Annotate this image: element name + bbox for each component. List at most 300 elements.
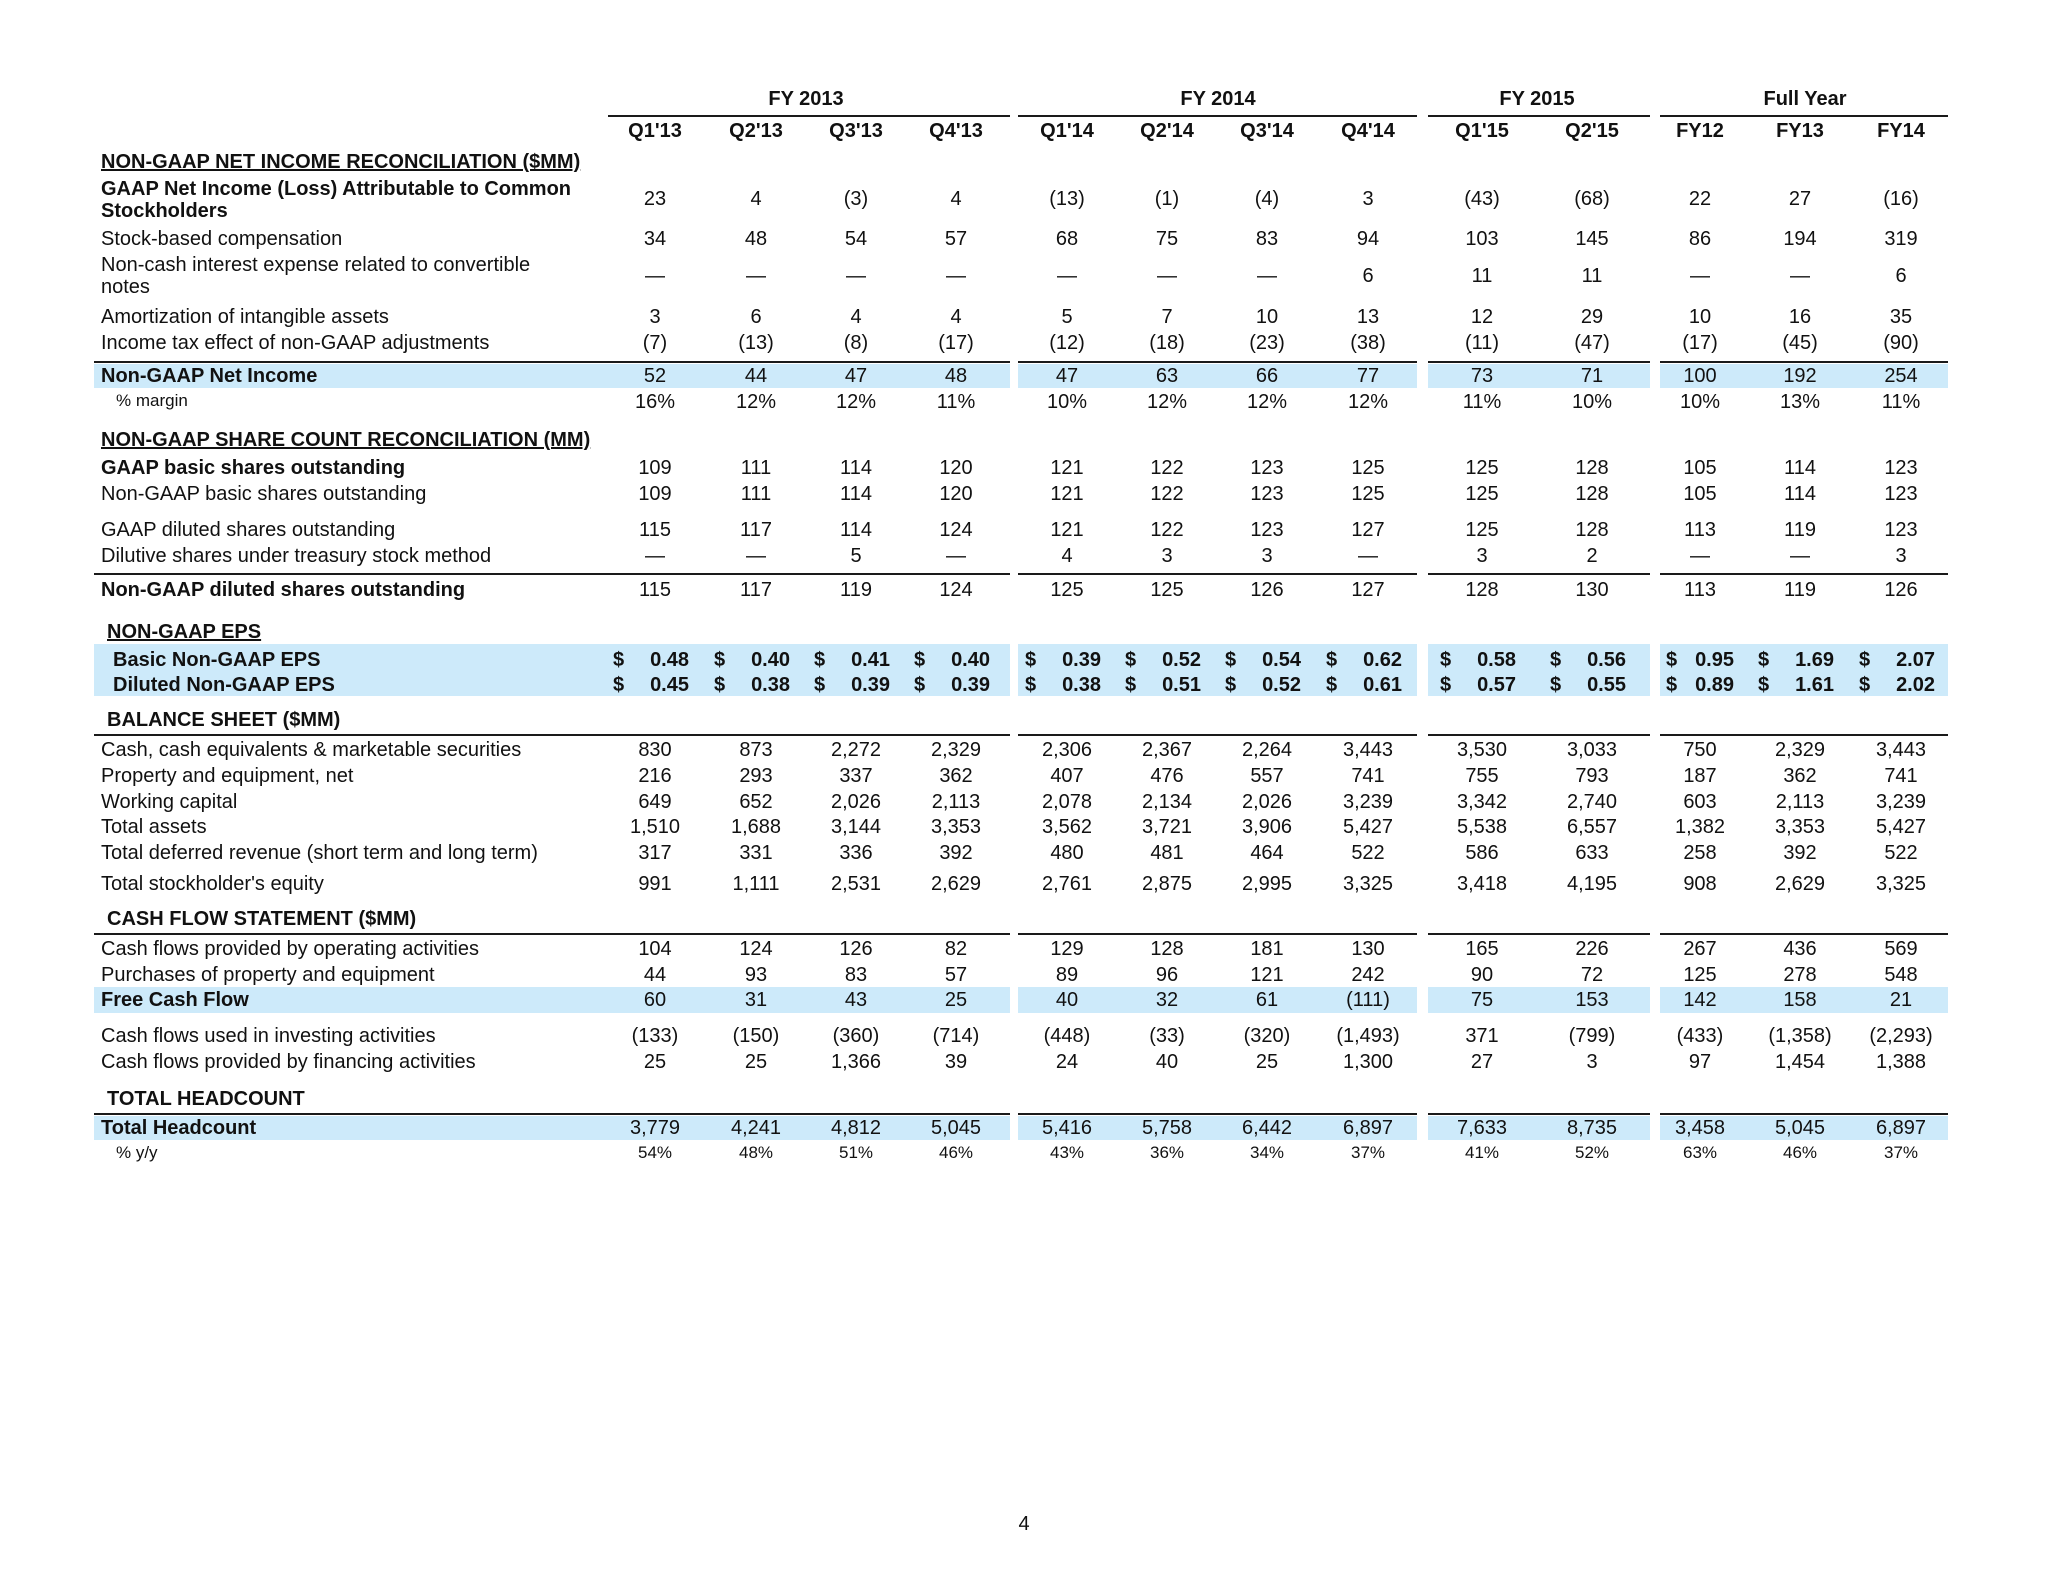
table-cell: (17) bbox=[938, 332, 974, 354]
divider-line bbox=[1660, 1113, 1948, 1115]
table-cell: 3,418 bbox=[1456, 873, 1508, 895]
table-cell: 5,045 bbox=[1774, 1117, 1826, 1139]
table-cell: (38) bbox=[1350, 332, 1386, 354]
table-cell: 3,353 bbox=[1774, 816, 1826, 838]
table-cell: 2,761 bbox=[1041, 873, 1093, 895]
currency-symbol: $ bbox=[914, 649, 926, 671]
table-cell: 25 bbox=[1255, 1051, 1279, 1073]
table-cell: 4,241 bbox=[730, 1117, 782, 1139]
table-cell: 3,239 bbox=[1342, 791, 1394, 813]
table-cell: 60 bbox=[643, 989, 667, 1011]
row-label: % margin bbox=[116, 391, 188, 410]
table-cell: 1.61 bbox=[1795, 674, 1834, 696]
table-cell: 128 bbox=[1150, 938, 1184, 960]
table-cell: 43 bbox=[844, 989, 868, 1011]
table-cell: (16) bbox=[1883, 188, 1919, 210]
table-cell: 2,026 bbox=[830, 791, 882, 813]
column-header: Q4'14 bbox=[1341, 120, 1395, 142]
column-group-header: FY 2015 bbox=[1499, 88, 1575, 110]
row-label: GAAP diluted shares outstanding bbox=[101, 519, 396, 541]
column-header: FY12 bbox=[1676, 120, 1724, 142]
table-cell: 21 bbox=[1889, 989, 1913, 1011]
table-cell: 3 bbox=[1161, 545, 1173, 567]
table-cell: 114 bbox=[840, 519, 872, 541]
table-cell: 2,113 bbox=[1775, 791, 1825, 813]
table-cell: 12% bbox=[1146, 391, 1188, 413]
table-cell: 0.62 bbox=[1363, 649, 1402, 671]
table-cell: 6,897 bbox=[1875, 1117, 1927, 1139]
table-cell: — bbox=[1157, 265, 1177, 287]
currency-symbol: $ bbox=[714, 674, 726, 696]
table-cell: 153 bbox=[1575, 989, 1609, 1011]
table-cell: 123 bbox=[1884, 483, 1918, 505]
table-cell: 27 bbox=[1470, 1051, 1494, 1073]
table-cell: 93 bbox=[744, 964, 768, 986]
table-cell: 105 bbox=[1683, 483, 1717, 505]
table-cell: 10 bbox=[1688, 306, 1712, 328]
table-cell: 4,195 bbox=[1566, 873, 1618, 895]
table-cell: 4 bbox=[850, 306, 862, 328]
table-cell: 187 bbox=[1683, 765, 1717, 787]
table-cell: (11) bbox=[1464, 332, 1500, 354]
table-cell: (47) bbox=[1574, 332, 1610, 354]
table-cell: 3 bbox=[1895, 545, 1907, 567]
currency-symbol: $ bbox=[1550, 674, 1562, 696]
table-cell: 3,144 bbox=[830, 816, 882, 838]
table-cell: 122 bbox=[1150, 519, 1184, 541]
table-cell: 48 bbox=[744, 228, 768, 250]
table-cell: 123 bbox=[1250, 519, 1284, 541]
table-cell: 586 bbox=[1465, 842, 1499, 864]
table-cell: 278 bbox=[1783, 964, 1817, 986]
table-cell: 12% bbox=[835, 391, 877, 413]
table-cell: 0.45 bbox=[650, 674, 689, 696]
table-cell: 476 bbox=[1150, 765, 1184, 787]
table-cell: (43) bbox=[1464, 188, 1500, 210]
table-cell: 2,026 bbox=[1241, 791, 1293, 813]
table-cell: 29 bbox=[1580, 306, 1604, 328]
table-cell: 2,995 bbox=[1241, 873, 1293, 895]
table-cell: 0.52 bbox=[1162, 649, 1201, 671]
divider-line bbox=[1428, 573, 1650, 575]
table-cell: 793 bbox=[1575, 765, 1609, 787]
table-cell: 32 bbox=[1155, 989, 1179, 1011]
column-header: Q2'15 bbox=[1565, 120, 1619, 142]
table-cell: 47 bbox=[844, 365, 868, 387]
table-cell: 35 bbox=[1889, 306, 1913, 328]
row-label: Cash flows used in investing activities bbox=[101, 1025, 436, 1047]
row-label: Basic Non-GAAP EPS bbox=[113, 649, 321, 671]
highlight-band bbox=[1428, 987, 1650, 1013]
table-cell: 127 bbox=[1351, 579, 1385, 601]
table-cell: 603 bbox=[1683, 791, 1717, 813]
table-cell: 392 bbox=[939, 842, 973, 864]
table-cell: 13 bbox=[1356, 306, 1380, 328]
table-cell: (1) bbox=[1154, 188, 1180, 210]
row-label: GAAP Net Income (Loss) Attributable to Common Stockholders bbox=[101, 178, 572, 222]
table-cell: (8) bbox=[843, 332, 869, 354]
table-cell: 44 bbox=[643, 964, 667, 986]
table-cell: (13) bbox=[738, 332, 774, 354]
table-cell: 2,367 bbox=[1141, 739, 1193, 761]
table-cell: 114 bbox=[1784, 483, 1816, 505]
table-cell: 83 bbox=[1255, 228, 1279, 250]
table-cell: 0.48 bbox=[650, 649, 689, 671]
table-cell: 1,388 bbox=[1875, 1051, 1927, 1073]
table-cell: 12% bbox=[1246, 391, 1288, 413]
table-cell: (1,493) bbox=[1336, 1025, 1400, 1047]
table-cell: (360) bbox=[832, 1025, 880, 1047]
table-cell: 0.51 bbox=[1162, 674, 1201, 696]
table-cell: 569 bbox=[1884, 938, 1918, 960]
table-cell: 94 bbox=[1356, 228, 1380, 250]
row-label: GAAP basic shares outstanding bbox=[101, 457, 406, 479]
currency-symbol: $ bbox=[1125, 674, 1137, 696]
table-cell: 109 bbox=[638, 457, 672, 479]
row-label: Dilutive shares under treasury stock method bbox=[101, 545, 492, 567]
table-cell: 130 bbox=[1575, 579, 1609, 601]
table-cell: 57 bbox=[944, 228, 968, 250]
table-cell: 123 bbox=[1884, 457, 1918, 479]
table-cell: 125 bbox=[1351, 483, 1385, 505]
table-cell: 254 bbox=[1884, 365, 1918, 387]
column-header: Q4'13 bbox=[929, 120, 983, 142]
table-cell: 522 bbox=[1351, 842, 1385, 864]
table-cell: — bbox=[645, 545, 665, 567]
table-cell: 8,735 bbox=[1566, 1117, 1618, 1139]
table-cell: (68) bbox=[1574, 188, 1610, 210]
table-cell: 1,454 bbox=[1774, 1051, 1826, 1073]
divider-line bbox=[94, 573, 1010, 575]
table-cell: 0.38 bbox=[751, 674, 790, 696]
table-cell: (448) bbox=[1043, 1025, 1091, 1047]
table-cell: 1,688 bbox=[730, 816, 782, 838]
currency-symbol: $ bbox=[1225, 649, 1237, 671]
table-cell: 5,045 bbox=[930, 1117, 982, 1139]
table-cell: 3,353 bbox=[930, 816, 982, 838]
table-cell: 2 bbox=[1586, 545, 1598, 567]
table-cell: 2,306 bbox=[1041, 739, 1093, 761]
table-cell: (23) bbox=[1249, 332, 1285, 354]
table-cell: 194 bbox=[1783, 228, 1817, 250]
table-cell: 4,812 bbox=[830, 1117, 882, 1139]
table-cell: 5,538 bbox=[1456, 816, 1508, 838]
table-cell: (133) bbox=[631, 1025, 679, 1047]
table-cell: 24 bbox=[1055, 1051, 1079, 1073]
table-cell: 3 bbox=[649, 306, 661, 328]
table-cell: — bbox=[1257, 265, 1277, 287]
table-cell: 77 bbox=[1356, 365, 1380, 387]
table-cell: 5,416 bbox=[1041, 1117, 1093, 1139]
currency-symbol: $ bbox=[1125, 649, 1137, 671]
table-cell: (4) bbox=[1254, 188, 1280, 210]
table-cell: 991 bbox=[638, 873, 672, 895]
table-cell: 10 bbox=[1255, 306, 1279, 328]
table-cell: 2,329 bbox=[1774, 739, 1826, 761]
table-cell: 126 bbox=[1884, 579, 1918, 601]
divider-line bbox=[1660, 933, 1948, 935]
table-cell: 436 bbox=[1783, 938, 1817, 960]
table-cell: 317 bbox=[638, 842, 672, 864]
table-cell: 96 bbox=[1155, 964, 1179, 986]
table-cell: 5 bbox=[850, 545, 862, 567]
currency-symbol: $ bbox=[1758, 674, 1770, 696]
section-title: NON-GAAP SHARE COUNT RECONCILIATION (MM) bbox=[101, 429, 591, 451]
table-cell: 3 bbox=[1586, 1051, 1598, 1073]
table-cell: 4 bbox=[950, 188, 962, 210]
divider-line bbox=[1428, 734, 1650, 736]
table-cell: 113 bbox=[1684, 519, 1716, 541]
table-cell: 119 bbox=[1784, 519, 1816, 541]
column-header: FY13 bbox=[1776, 120, 1824, 142]
table-cell: (111) bbox=[1346, 989, 1390, 1011]
table-cell: 34% bbox=[1249, 1143, 1285, 1162]
table-cell: (90) bbox=[1883, 332, 1919, 354]
table-cell: 54% bbox=[637, 1143, 673, 1162]
table-cell: 12% bbox=[1347, 391, 1389, 413]
table-cell: 873 bbox=[739, 739, 773, 761]
table-cell: 2.02 bbox=[1896, 674, 1935, 696]
row-label: Stock-based compensation bbox=[101, 228, 343, 250]
table-cell: 2,329 bbox=[930, 739, 982, 761]
row-label: Free Cash Flow bbox=[101, 989, 249, 1011]
table-cell: 25 bbox=[944, 989, 968, 1011]
table-cell: 75 bbox=[1470, 989, 1494, 1011]
table-cell: 66 bbox=[1255, 365, 1279, 387]
table-cell: 1,366 bbox=[830, 1051, 882, 1073]
table-cell: 0.39 bbox=[951, 674, 990, 696]
divider-line bbox=[1660, 115, 1948, 117]
table-cell: 121 bbox=[1250, 964, 1284, 986]
table-cell: 5 bbox=[1061, 306, 1073, 328]
table-cell: 125 bbox=[1351, 457, 1385, 479]
table-cell: 10% bbox=[1679, 391, 1721, 413]
table-cell: 6,897 bbox=[1342, 1117, 1394, 1139]
section-title: NON-GAAP NET INCOME RECONCILIATION ($MM) bbox=[101, 151, 581, 173]
table-cell: 755 bbox=[1465, 765, 1499, 787]
table-cell: 27 bbox=[1788, 188, 1812, 210]
row-label: Total Headcount bbox=[101, 1117, 257, 1139]
table-cell: 40 bbox=[1155, 1051, 1179, 1073]
column-header: Q1'13 bbox=[628, 120, 682, 142]
table-cell: 165 bbox=[1465, 938, 1499, 960]
section-title: CASH FLOW STATEMENT ($MM) bbox=[107, 908, 417, 930]
currency-symbol: $ bbox=[1326, 649, 1338, 671]
table-cell: 47 bbox=[1055, 365, 1079, 387]
table-cell: 1,300 bbox=[1342, 1051, 1394, 1073]
table-cell: 3,443 bbox=[1875, 739, 1927, 761]
table-cell: 0.40 bbox=[751, 649, 790, 671]
column-header: Q2'13 bbox=[729, 120, 783, 142]
row-label: Cash flows provided by operating activities bbox=[101, 938, 479, 960]
table-cell: 51% bbox=[838, 1143, 874, 1162]
table-cell: 3 bbox=[1476, 545, 1488, 567]
table-cell: 181 bbox=[1250, 938, 1284, 960]
table-cell: 11 bbox=[1581, 265, 1603, 287]
table-cell: 633 bbox=[1575, 842, 1609, 864]
table-cell: 128 bbox=[1465, 579, 1499, 601]
divider-line bbox=[1018, 573, 1417, 575]
table-cell: 258 bbox=[1683, 842, 1717, 864]
table-cell: 52 bbox=[643, 365, 667, 387]
table-cell: 649 bbox=[638, 791, 672, 813]
table-cell: 119 bbox=[840, 579, 872, 601]
divider-line bbox=[1428, 361, 1650, 363]
table-cell: (2,293) bbox=[1869, 1025, 1933, 1047]
table-cell: 3,458 bbox=[1674, 1117, 1726, 1139]
table-cell: 830 bbox=[638, 739, 672, 761]
table-cell: 4 bbox=[1061, 545, 1073, 567]
table-cell: 0.38 bbox=[1062, 674, 1101, 696]
table-cell: 129 bbox=[1050, 938, 1084, 960]
table-cell: 407 bbox=[1050, 765, 1084, 787]
table-cell: 126 bbox=[1250, 579, 1284, 601]
table-cell: 37% bbox=[1883, 1143, 1919, 1162]
table-cell: (17) bbox=[1682, 332, 1718, 354]
column-header: Q2'14 bbox=[1140, 120, 1194, 142]
table-cell: 97 bbox=[1688, 1051, 1712, 1073]
table-cell: 103 bbox=[1465, 228, 1499, 250]
table-cell: 0.52 bbox=[1262, 674, 1301, 696]
table-cell: 0.57 bbox=[1477, 674, 1516, 696]
row-label: Non-GAAP diluted shares outstanding bbox=[101, 579, 466, 601]
table-cell: 1,382 bbox=[1674, 816, 1726, 838]
row-label: Property and equipment, net bbox=[101, 765, 354, 787]
table-cell: 2,272 bbox=[830, 739, 882, 761]
table-cell: 124 bbox=[739, 938, 773, 960]
table-cell: 3,033 bbox=[1566, 739, 1618, 761]
column-header: Q3'13 bbox=[829, 120, 883, 142]
table-cell: 100 bbox=[1683, 365, 1717, 387]
currency-symbol: $ bbox=[1025, 674, 1037, 696]
currency-symbol: $ bbox=[814, 649, 826, 671]
table-cell: 1,510 bbox=[629, 816, 681, 838]
table-cell: 2,875 bbox=[1141, 873, 1193, 895]
table-cell: 522 bbox=[1884, 842, 1918, 864]
table-cell: 2,531 bbox=[830, 873, 882, 895]
divider-line bbox=[1018, 734, 1417, 736]
table-cell: 11 bbox=[1471, 265, 1493, 287]
table-cell: 2,629 bbox=[930, 873, 982, 895]
table-cell: 1.69 bbox=[1795, 649, 1834, 671]
table-cell: 3,779 bbox=[629, 1117, 681, 1139]
table-cell: 121 bbox=[1050, 519, 1084, 541]
column-header: Q1'15 bbox=[1455, 120, 1509, 142]
currency-symbol: $ bbox=[714, 649, 726, 671]
currency-symbol: $ bbox=[1666, 649, 1678, 671]
column-header: Q3'14 bbox=[1240, 120, 1294, 142]
table-cell: 6 bbox=[1362, 265, 1374, 287]
table-cell: 319 bbox=[1884, 228, 1918, 250]
table-cell: 72 bbox=[1580, 964, 1604, 986]
table-cell: 48 bbox=[944, 365, 968, 387]
table-cell: — bbox=[946, 265, 966, 287]
table-cell: — bbox=[1358, 545, 1378, 567]
table-cell: 362 bbox=[1783, 765, 1817, 787]
currency-symbol: $ bbox=[914, 674, 926, 696]
table-cell: 123 bbox=[1250, 483, 1284, 505]
table-cell: 128 bbox=[1575, 457, 1609, 479]
table-cell: 86 bbox=[1688, 228, 1712, 250]
table-cell: 90 bbox=[1470, 964, 1494, 986]
table-cell: 12 bbox=[1470, 306, 1494, 328]
row-label: Total deferred revenue (short term and long term) bbox=[101, 842, 538, 864]
table-cell: 11% bbox=[1881, 391, 1921, 413]
section-title: NON-GAAP EPS bbox=[107, 621, 262, 643]
table-cell: 13% bbox=[1779, 391, 1821, 413]
table-cell: 54 bbox=[844, 228, 868, 250]
table-cell: (33) bbox=[1149, 1025, 1185, 1047]
row-label: Income tax effect of non-GAAP adjustments bbox=[101, 332, 490, 354]
table-cell: 0.55 bbox=[1587, 674, 1626, 696]
table-cell: 6,442 bbox=[1241, 1117, 1293, 1139]
table-cell: 89 bbox=[1055, 964, 1079, 986]
divider-line bbox=[1018, 1113, 1417, 1115]
table-cell: 125 bbox=[1050, 579, 1084, 601]
table-cell: 125 bbox=[1465, 483, 1499, 505]
table-cell: 114 bbox=[840, 457, 872, 479]
table-cell: 105 bbox=[1683, 457, 1717, 479]
table-cell: 5,427 bbox=[1342, 816, 1394, 838]
table-cell: 0.54 bbox=[1262, 649, 1301, 671]
table-cell: 362 bbox=[939, 765, 973, 787]
table-cell: 226 bbox=[1575, 938, 1609, 960]
table-cell: 0.39 bbox=[851, 674, 890, 696]
table-cell: 109 bbox=[638, 483, 672, 505]
table-cell: 548 bbox=[1884, 964, 1918, 986]
currency-symbol: $ bbox=[613, 674, 625, 696]
table-cell: 128 bbox=[1575, 483, 1609, 505]
table-cell: 121 bbox=[1050, 483, 1084, 505]
table-cell: 12% bbox=[735, 391, 777, 413]
table-cell: 741 bbox=[1884, 765, 1918, 787]
table-cell: 34 bbox=[643, 228, 667, 250]
table-cell: 40 bbox=[1055, 989, 1079, 1011]
table-cell: 125 bbox=[1465, 519, 1499, 541]
table-cell: 293 bbox=[739, 765, 773, 787]
divider-line bbox=[1018, 933, 1417, 935]
table-cell: 117 bbox=[740, 579, 772, 601]
table-cell: 3,325 bbox=[1875, 873, 1927, 895]
table-cell: 125 bbox=[1465, 457, 1499, 479]
table-cell: 3,239 bbox=[1875, 791, 1927, 813]
table-cell: 480 bbox=[1050, 842, 1084, 864]
table-cell: 3,906 bbox=[1241, 816, 1293, 838]
table-cell: 46% bbox=[938, 1143, 974, 1162]
table-cell: 128 bbox=[1575, 519, 1609, 541]
table-cell: 48% bbox=[738, 1143, 774, 1162]
table-cell: (12) bbox=[1049, 332, 1085, 354]
table-cell: — bbox=[1790, 265, 1810, 287]
table-cell: — bbox=[1057, 265, 1077, 287]
row-label: Total stockholder's equity bbox=[101, 873, 324, 895]
table-cell: 158 bbox=[1783, 989, 1817, 1011]
table-cell: 192 bbox=[1783, 365, 1817, 387]
table-cell: 114 bbox=[840, 483, 872, 505]
currency-symbol: $ bbox=[814, 674, 826, 696]
table-cell: — bbox=[1790, 545, 1810, 567]
divider-line bbox=[1428, 115, 1650, 117]
table-cell: 0.40 bbox=[951, 649, 990, 671]
table-cell: 52% bbox=[1574, 1143, 1610, 1162]
page-number: 4 bbox=[1018, 1513, 1030, 1535]
row-label: Cash, cash equivalents & marketable securities bbox=[101, 739, 522, 761]
row-label: Non-cash interest expense related to convertible notes bbox=[101, 254, 531, 298]
table-cell: 120 bbox=[939, 483, 973, 505]
table-cell: 7 bbox=[1161, 306, 1173, 328]
divider-line bbox=[1660, 361, 1948, 363]
table-cell: 145 bbox=[1575, 228, 1609, 250]
